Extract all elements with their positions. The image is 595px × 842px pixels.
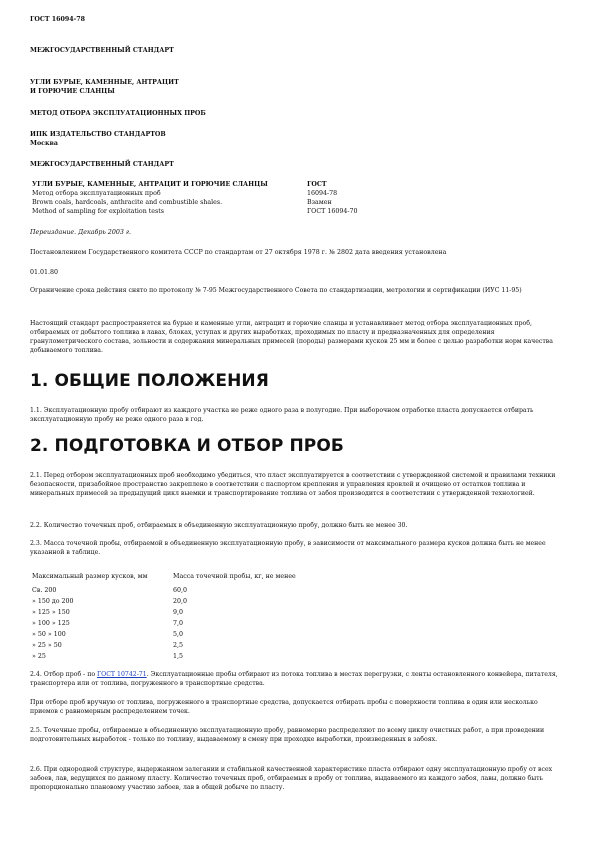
table-cell-mass: 1,5 bbox=[173, 653, 184, 660]
table-cell-mass: 7,0 bbox=[173, 620, 184, 627]
title-block-method-en: Method of sampling for exploitation tests bbox=[32, 208, 164, 215]
table-cell-size: » 25 » 50 bbox=[32, 642, 62, 649]
title-line-2: И ГОРЮЧИЕ СЛАНЦЫ bbox=[30, 88, 115, 95]
section-2-paragraph-5: При отборе проб вручную от топлива, погруженного в транспортные средства, допускается отбирать пробы с поверхности топлива в один или несколько приемов с равномерным распределением точек. bbox=[30, 699, 538, 716]
section-2-paragraph-4 bbox=[30, 670, 560, 688]
method-title: МЕТОД ОТБОРА ЭКСПЛУАТАЦИОННЫХ ПРОБ bbox=[30, 110, 206, 117]
standard-type-second: МЕЖГОСУДАРСТВЕННЫЙ СТАНДАРТ bbox=[30, 161, 174, 168]
title-block-title-en: Brown coals, hardcoals, anthracite and combustible shales. bbox=[32, 199, 223, 206]
table-cell-mass: 5,0 bbox=[173, 631, 184, 638]
table-cell-size: » 50 » 100 bbox=[32, 631, 66, 638]
table-cell-mass: 2,5 bbox=[173, 642, 184, 649]
table-cell-size: » 150 до 200 bbox=[32, 598, 74, 605]
table-cell-size: » 25 bbox=[32, 653, 46, 660]
title-block-method-ru: Метод отбора эксплуатационных проб bbox=[32, 190, 161, 197]
table-cell-size: » 100 » 125 bbox=[32, 620, 70, 627]
title-block-replaces: Взамен bbox=[307, 199, 332, 206]
standard-type-top: МЕЖГОСУДАРСТВЕННЫЙ СТАНДАРТ bbox=[30, 47, 174, 54]
introduction-date: 01.01.80 bbox=[30, 269, 59, 276]
title-block-title: УГЛИ БУРЫЕ, КАМЕННЫЕ, АНТРАЦИТ И ГОРЮЧИЕ СЛАНЦЫ bbox=[32, 181, 268, 188]
section-2-heading: 2. ПОДГОТОВКА И ОТБОР ПРОБ bbox=[30, 436, 344, 456]
table-cell-mass: 60,0 bbox=[173, 587, 188, 594]
section-2-paragraph-6: 2.5. Точечные пробы, отбираемые в объединенную эксплуатационную пробу, равномерно распределяют по всему циклу очистных работ, а при проведении подготовительных выработок - только по топливу, выдаваемому в смену при проходке выработки, произведенных в забоях. bbox=[30, 727, 545, 744]
title-block-gost: ГОСТ bbox=[307, 181, 327, 188]
doc-code: ГОСТ 16094-78 bbox=[30, 16, 86, 23]
table-cell-size: » 125 » 150 bbox=[32, 609, 70, 616]
reissue-note: Переиздание. Декабрь 2003 г. bbox=[30, 229, 132, 236]
section-2-paragraph-7: 2.6. При однородной структуре, выдержанном залегании и стабильной качественной характеристике пласта отбирают одну эксплуатационную пробу от всех забоев, лав, ведущихся по данному пласту. Количество точечных проб, отбираемых в пробу от топлива, выдаваемого из каждого забоя, лавы, должно быть пропорционально плановому участию забоев, лав в общей добыче по пласту. bbox=[30, 766, 553, 792]
decree-text: Постановлением Государственного комитета СССР по стандартам от 27 октября 1978 г. № 2802 дата введения установлена bbox=[30, 249, 447, 256]
section-2-paragraph-2: 2.2. Количество точечных проб, отбираемых в объединенную эксплуатационную пробу, должно быть не менее 30. bbox=[30, 522, 408, 529]
title-line-1: УГЛИ БУРЫЕ, КАМЕННЫЕ, АНТРАЦИТ bbox=[30, 79, 179, 86]
table-cell-mass: 20,0 bbox=[173, 598, 188, 605]
table-cell-mass: 9,0 bbox=[173, 609, 184, 616]
section-2-paragraph-1: 2.1. Перед отбором эксплуатационных проб необходимо убедиться, что пласт эксплуатируется в соответствии с утвержденной системой и правилами техники безопасности, призабойное пространство закреплено в соответствии с паспортом крепления и управления кровлей и очищено от остатков топлива и минеральных примесей за предыдущий цикл выемки и транспортирование топлива от забоя производится в соответствии с утвержденной технологией. bbox=[30, 472, 556, 498]
paragraph-4-suffix: . Эксплуатационные пробы отбирают из потока топлива в местах перегрузки, с ленты остановленного конвейера, питателя, транспортера или от топлива, погруженного в транспортные средства. bbox=[30, 671, 558, 688]
paragraph-4-prefix: 2.4. Отбор проб - по bbox=[30, 671, 98, 678]
city: Москва bbox=[30, 140, 59, 147]
publisher: ИПК ИЗДАТЕЛЬСТВО СТАНДАРТОВ bbox=[30, 131, 166, 138]
title-block-old-gost: ГОСТ 16094-70 bbox=[307, 208, 358, 215]
section-2-paragraph-3: 2.3. Масса точечной пробы, отбираемой в объединенную эксплуатационную пробу, в зависимости от максимального размера кусков должна быть не менее указанной в таблице. bbox=[30, 540, 546, 557]
scope-paragraph: Настоящий стандарт распространяется на бурые и каменные угли, антрацит и горючие сланцы и устанавливает метод отбора эксплуатационных проб, отбираемых от добытого топлива в лавах, блоках, уступах и других выработках, проходимых по пласту и предназначенных для определения гранулометрического состава, зольности и содержания минеральных примесей (породы) размерами кусков 25 мм и более с целью разработки норм качества добываемого топлива. bbox=[30, 320, 553, 355]
table-cell-size: Св. 200 bbox=[32, 587, 57, 594]
section-1-paragraph: 1.1. Эксплуатационную пробу отбирают из каждого участка не реже одного раза в полугодие. При выборочном отработке пласта допускается отбирать эксплуатационную пробу не реже одного раза в год. bbox=[30, 407, 534, 424]
title-block-number: 16094-78 bbox=[307, 190, 338, 197]
gost-10742-link[interactable]: ГОСТ 10742-71 bbox=[97, 671, 147, 678]
section-1-heading: 1. ОБЩИЕ ПОЛОЖЕНИЯ bbox=[30, 371, 269, 391]
validity-note: Ограничение срока действия снято по протоколу № 7-95 Межгосударственного Совета по стандартизации, метрологии и сертификации (ИУС 11-95) bbox=[30, 287, 522, 294]
table-header-size: Максимальный размер кусков, мм bbox=[32, 573, 148, 580]
table-header-mass: Масса точечной пробы, кг, не менее bbox=[173, 573, 296, 580]
